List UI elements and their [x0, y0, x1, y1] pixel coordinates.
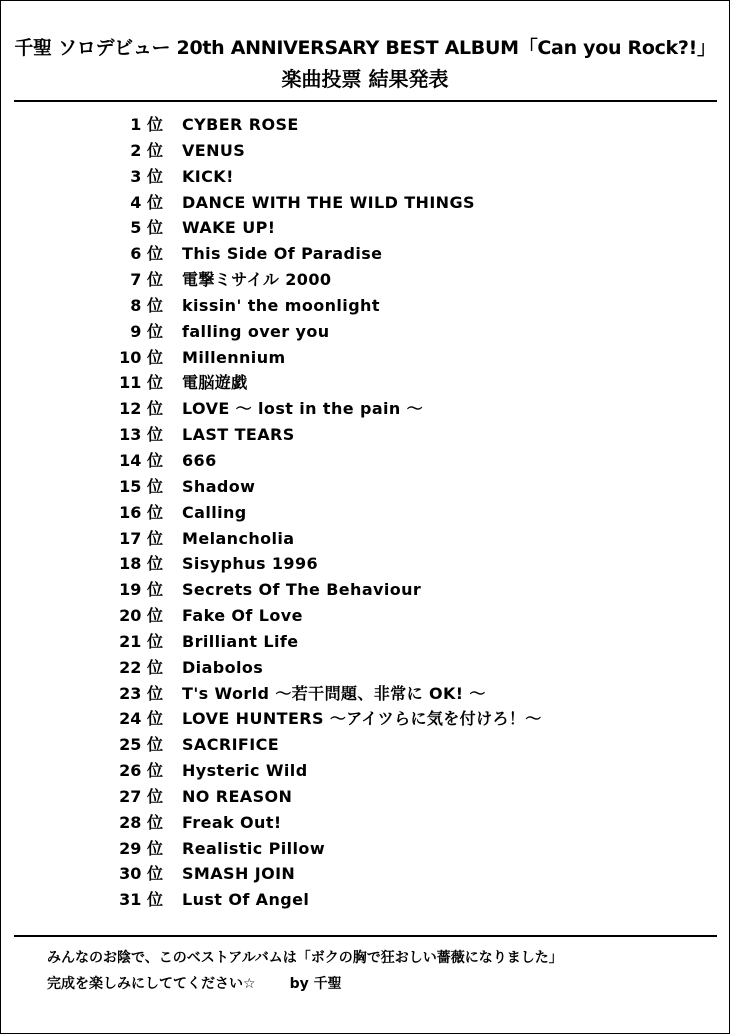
rank-number: 13 位 — [119, 425, 163, 445]
rank-number: 14 位 — [119, 450, 163, 470]
ranking-row — [1, 138, 729, 164]
ranking-row — [1, 784, 729, 810]
song-title: Hysteric Wild — [182, 761, 308, 781]
song-title: 電脳遊戯 — [182, 373, 248, 393]
rank-number: 19 位 — [119, 580, 163, 600]
rank-number: 5 位 — [130, 218, 163, 238]
song-title: SACRIFICE — [182, 735, 280, 755]
song-title: This Side Of Paradise — [182, 244, 383, 264]
ranking-row — [1, 215, 729, 241]
footer-comment — [47, 945, 563, 997]
ranking-row — [1, 164, 729, 190]
song-title: kissin' the moonlight — [182, 295, 380, 315]
song-title: KICK! — [182, 166, 234, 186]
rank-number: 28 位 — [119, 812, 163, 832]
rank-number: 23 位 — [119, 683, 163, 703]
rank-number: 22 位 — [119, 657, 163, 677]
song-title: 電撃ミサイル 2000 — [182, 270, 332, 290]
ranking-row — [1, 422, 729, 448]
ranking-row — [1, 836, 729, 862]
rank-number: 15 位 — [119, 476, 163, 496]
song-title: Diabolos — [182, 657, 264, 677]
rank-number: 18 位 — [119, 554, 163, 574]
ranking-row — [1, 319, 729, 345]
song-title: Secrets Of The Behaviour — [182, 580, 422, 600]
ranking-row — [1, 500, 729, 526]
song-title: LOVE HUNTERS ～アイツらに気を付けろ！～ — [182, 709, 542, 729]
ranking-row — [1, 810, 729, 836]
ranking-row — [1, 526, 729, 552]
ranking-row — [1, 267, 729, 293]
top-divider — [14, 100, 717, 102]
ranking-list — [1, 112, 729, 913]
rank-number: 24 位 — [119, 709, 163, 729]
ranking-row — [1, 706, 729, 732]
song-title: LAST TEARS — [182, 425, 295, 445]
rank-number: 4 位 — [130, 192, 163, 212]
rank-number: 30 位 — [119, 864, 163, 884]
rank-number: 29 位 — [119, 838, 163, 858]
song-title: VENUS — [182, 140, 246, 160]
ranking-row — [1, 345, 729, 371]
footer-line-1: みんなのお陰で、このベストアルバムは「ボクの胸で狂おしい薔薇になりました」 — [47, 950, 563, 966]
song-title: Realistic Pillow — [182, 838, 326, 858]
song-title: 666 — [182, 450, 217, 470]
ranking-row — [1, 370, 729, 396]
footer-line-2-text: 完成を楽しみにしててください☆ — [47, 976, 256, 992]
ranking-row — [1, 112, 729, 138]
song-title: Melancholia — [182, 528, 295, 548]
page-title: 千聖 ソロデビュー 20th ANNIVERSARY BEST ALBUM「Can you Rock?!」 — [14, 37, 716, 59]
song-title: NO REASON — [182, 786, 293, 806]
ranking-row — [1, 758, 729, 784]
rank-number: 8 位 — [130, 295, 163, 315]
rank-number: 2 位 — [130, 140, 163, 160]
rank-number: 21 位 — [119, 631, 163, 651]
song-title: Sisyphus 1996 — [182, 554, 319, 574]
song-title: Freak Out! — [182, 812, 282, 832]
rank-number: 25 位 — [119, 735, 163, 755]
signature: by 千聖 — [289, 976, 342, 992]
song-title: Millennium — [182, 347, 286, 367]
rank-number: 10 位 — [119, 347, 163, 367]
song-title: WAKE UP! — [182, 218, 276, 238]
ranking-row — [1, 577, 729, 603]
ranking-row — [1, 396, 729, 422]
song-title: falling over you — [182, 321, 330, 341]
page-subtitle: 楽曲投票 結果発表 — [281, 67, 449, 91]
ranking-row — [1, 629, 729, 655]
rank-number: 7 位 — [130, 270, 163, 290]
song-title: Shadow — [182, 476, 256, 496]
rank-number: 17 位 — [119, 528, 163, 548]
song-title: LOVE ～ lost in the pain ～ — [182, 399, 424, 419]
song-title: Brilliant Life — [182, 631, 299, 651]
rank-number: 6 位 — [130, 244, 163, 264]
footer-line-2 — [47, 971, 563, 997]
ranking-row — [1, 293, 729, 319]
song-title: Calling — [182, 502, 247, 522]
song-title: SMASH JOIN — [182, 864, 296, 884]
song-title: DANCE WITH THE WILD THINGS — [182, 192, 475, 212]
ranking-row — [1, 732, 729, 758]
ranking-row — [1, 603, 729, 629]
ranking-row — [1, 448, 729, 474]
song-title: CYBER ROSE — [182, 115, 299, 134]
song-title: T's World ～若干問題、非常に OK! ～ — [182, 683, 486, 703]
ranking-row — [1, 681, 729, 707]
rank-number: 26 位 — [119, 761, 163, 781]
ranking-row — [1, 655, 729, 681]
ranking-row — [1, 474, 729, 500]
bottom-divider — [14, 935, 717, 937]
ranking-row — [1, 887, 729, 913]
ranking-row — [1, 190, 729, 216]
song-title: Lust Of Angel — [182, 890, 310, 910]
rank-number: 12 位 — [119, 399, 163, 419]
ranking-row — [1, 551, 729, 577]
rank-number: 1 位 — [130, 115, 163, 134]
ranking-row — [1, 241, 729, 267]
rank-number: 20 位 — [119, 606, 163, 626]
rank-number: 16 位 — [119, 502, 163, 522]
ranking-row — [1, 861, 729, 887]
song-title: Fake Of Love — [182, 606, 303, 626]
rank-number: 11 位 — [119, 373, 163, 393]
rank-number: 31 位 — [119, 890, 163, 910]
rank-number: 27 位 — [119, 786, 163, 806]
rank-number: 3 位 — [130, 166, 163, 186]
rank-number: 9 位 — [130, 321, 163, 341]
